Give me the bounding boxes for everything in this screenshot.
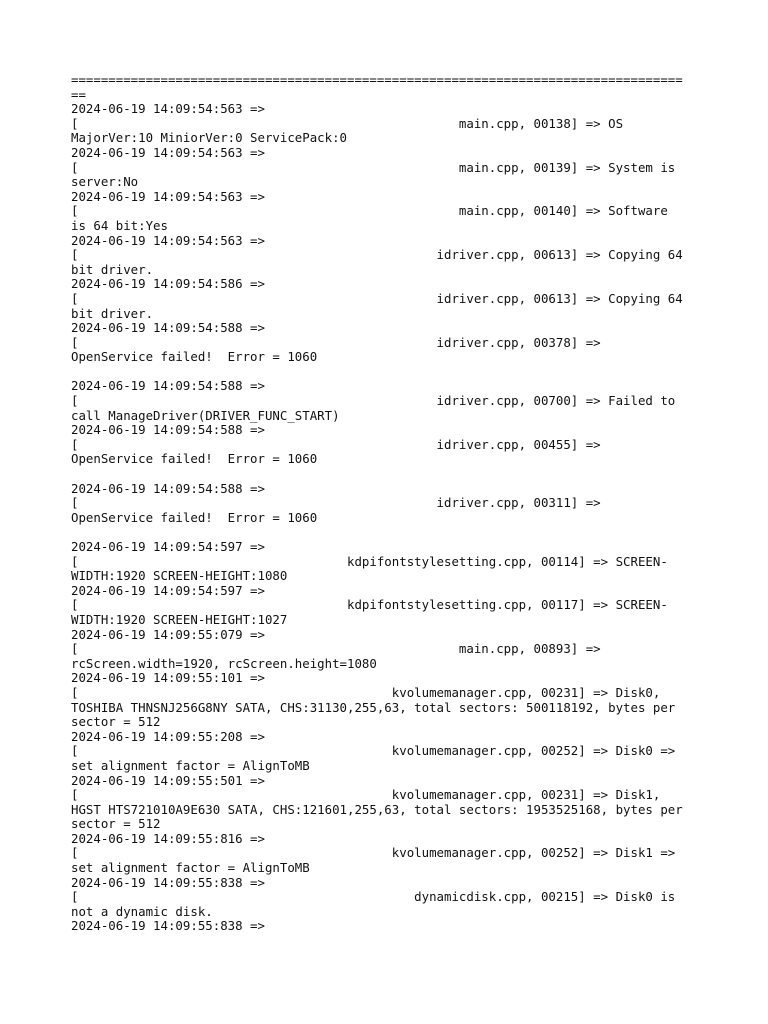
log-line: [ idriver.cpp, 00455] => — [71, 436, 601, 452]
log-text — [71, 73, 683, 934]
log-line: is 64 bit:Yes — [71, 217, 168, 233]
log-line: WIDTH:1920 SCREEN-HEIGHT:1027 — [71, 611, 288, 627]
log-line: 2024-06-19 14:09:54:588 => — [71, 320, 265, 336]
log-line: [ kdpifontstylesetting.cpp, 00117] => SCREEN- — [71, 597, 668, 613]
log-line: 2024-06-19 14:09:55:838 => — [71, 874, 265, 890]
log-line: OpenService failed! Error = 1060 — [71, 349, 318, 365]
log-line: MajorVer:10 MiniorVer:0 ServicePack:0 — [71, 130, 348, 146]
log-line: [ main.cpp, 00139] => System is — [71, 159, 676, 175]
log-line: bit driver. — [71, 261, 154, 277]
log-line: set alignment factor = AlignToMB — [71, 860, 310, 876]
log-line: 2024-06-19 14:09:55:101 => — [71, 670, 265, 686]
log-line: [ idriver.cpp, 00700] => Failed to — [71, 393, 676, 409]
log-line: 2024-06-19 14:09:54:563 => — [71, 101, 265, 117]
log-line: set alignment factor = AlignToMB — [71, 757, 310, 773]
log-line: 2024-06-19 14:09:54:586 => — [71, 276, 265, 292]
log-line: 2024-06-19 14:09:55:208 => — [71, 728, 265, 744]
log-line: [ idriver.cpp, 00613] => Copying 64 — [71, 290, 683, 306]
log-line: rcScreen.width=1920, rcScreen.height=1080 — [71, 655, 377, 671]
log-line: [ main.cpp, 00138] => OS — [71, 115, 624, 131]
log-line: [ dynamicdisk.cpp, 00215] => Disk0 is — [71, 889, 676, 905]
log-line: OpenService failed! Error = 1060 — [71, 509, 318, 525]
log-line: == — [71, 86, 86, 102]
log-line: 2024-06-19 14:09:54:597 => — [71, 539, 265, 554]
log-line: sector = 512 — [71, 714, 161, 730]
log-line: sector = 512 — [71, 816, 161, 832]
log-line: [ main.cpp, 00140] => Software — [71, 203, 668, 219]
log-line: 2024-06-19 14:09:54:563 => — [71, 232, 265, 248]
log-line: 2024-06-19 14:09:55:501 => — [71, 772, 265, 788]
log-line: 2024-06-19 14:09:55:079 => — [71, 626, 265, 642]
log-line: HGST HTS721010A9E630 SATA, CHS:121601,255,63, total sectors: 1953525168, bytes per — [71, 801, 683, 817]
log-line: TOSHIBA THNSNJ256G8NY SATA, CHS:31130,255,63, total sectors: 500118192, bytes per — [71, 699, 676, 715]
log-line: WIDTH:1920 SCREEN-HEIGHT:1080 — [71, 568, 288, 584]
log-line: [ idriver.cpp, 00378] => — [71, 334, 601, 350]
log-line: [ kdpifontstylesetting.cpp, 00114] => SCREEN- — [71, 553, 668, 569]
log-line: call ManageDriver(DRIVER_FUNC_START) — [71, 407, 340, 423]
log-line: [ idriver.cpp, 00311] => — [71, 495, 601, 511]
log-line: 2024-06-19 14:09:54:588 => — [71, 422, 265, 438]
log-line: 2024-06-19 14:09:54:588 => — [71, 480, 265, 496]
log-line: [ kvolumemanager.cpp, 00252] => Disk0 => — [71, 743, 676, 759]
log-line: 2024-06-19 14:09:55:816 => — [71, 830, 265, 846]
log-line: 2024-06-19 14:09:54:563 => — [71, 188, 265, 204]
log-line: [ kvolumemanager.cpp, 00231] => Disk0, — [71, 684, 661, 700]
log-line: ================================================================================== — [71, 72, 683, 87]
log-line: [ idriver.cpp, 00613] => Copying 64 — [71, 247, 683, 263]
log-line: not a dynamic disk. — [71, 903, 213, 919]
log-line: 2024-06-19 14:09:54:588 => — [71, 378, 265, 394]
log-line: OpenService failed! Error = 1060 — [71, 451, 318, 467]
log-line: bit driver. — [71, 305, 154, 321]
log-line: 2024-06-19 14:09:54:597 => — [71, 582, 265, 598]
log-line: 2024-06-19 14:09:55:838 => — [71, 918, 265, 934]
log-line: server:No — [71, 174, 139, 190]
log-line: [ main.cpp, 00893] => — [71, 641, 601, 657]
log-line: 2024-06-19 14:09:54:563 => — [71, 144, 265, 160]
log-line: [ kvolumemanager.cpp, 00252] => Disk1 => — [71, 845, 676, 861]
log-line: [ kvolumemanager.cpp, 00231] => Disk1, — [71, 787, 661, 803]
